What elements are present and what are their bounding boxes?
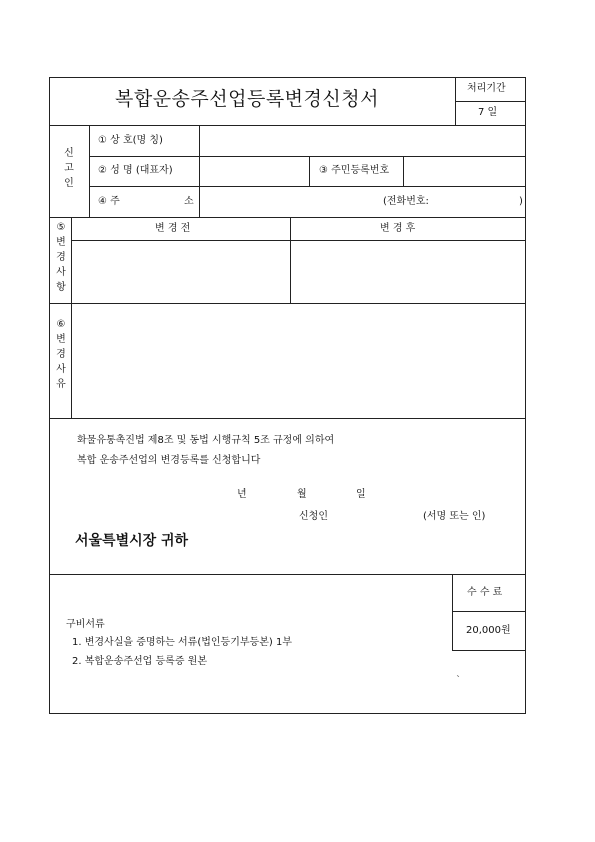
- after-change-label: 변 경 후: [380, 223, 416, 234]
- fee-label: 수 수 료: [467, 587, 503, 598]
- applicant-bottom-line: [49, 217, 526, 218]
- before-change-field[interactable]: [73, 242, 289, 302]
- resident-number-label: ③ 주민등록번호: [319, 165, 390, 176]
- date-year-label: 년: [237, 489, 247, 500]
- addressee: 서울특별시장 귀하: [75, 533, 189, 549]
- required-documents-title: 구비서류: [66, 619, 105, 630]
- statement-line-2: 복합 운송주선업의 변경등록를 신청합니다: [77, 455, 261, 466]
- change-items-bottom-line: [49, 303, 526, 304]
- after-change-field[interactable]: [292, 242, 524, 302]
- before-after-divider: [290, 217, 291, 303]
- address-label-right: 소: [184, 196, 194, 207]
- fee-box-mid: [452, 611, 526, 612]
- stray-mark: `: [456, 675, 461, 686]
- phone-label: (전화번호:: [383, 196, 429, 207]
- trade-name-label: ① 상 호(명 칭): [98, 135, 163, 146]
- change-reason-bottom-line: [49, 418, 526, 419]
- representative-name-field[interactable]: [201, 158, 307, 185]
- representative-name-label: ② 성 명 (대표자): [98, 165, 173, 176]
- applicant-field-divider: [199, 125, 200, 217]
- address-label-left: ④ 주: [98, 196, 120, 207]
- required-document-item: 1. 변경사실을 증명하는 서류(법인등기부등본) 1부: [72, 637, 292, 648]
- resident-no-divider-right: [403, 156, 404, 186]
- applicant-row2-line: [89, 186, 526, 187]
- applicant-label-divider: [89, 125, 90, 217]
- fee-box-bottom: [452, 650, 526, 651]
- applicant-section-label: 신 고 인: [64, 148, 74, 189]
- form-title: 복합운송주선업등록변경신청서: [115, 88, 379, 110]
- fee-amount: 20,000원: [466, 625, 511, 636]
- change-label-divider: [71, 217, 72, 418]
- signature-seal-label: (서명 또는 인): [423, 511, 486, 522]
- change-reason-section-label: ⑥ 변 경 사 유: [56, 319, 66, 390]
- fee-box-left: [452, 574, 453, 650]
- processing-period-label: 처리기간: [467, 83, 506, 94]
- change-items-section-label: ⑤ 변 경 사 항: [56, 222, 66, 293]
- processing-period-value: 7 일: [478, 107, 498, 118]
- header-bottom-line: [49, 125, 526, 126]
- address-field[interactable]: [201, 188, 524, 216]
- statement-line-1: 화물유통촉진법 제8조 및 동법 시행규칙 5조 규정에 의하여: [77, 435, 335, 446]
- resident-no-divider-left: [309, 156, 310, 186]
- resident-number-field[interactable]: [405, 158, 524, 185]
- applicant-sign-label: 신청인: [299, 511, 328, 522]
- trade-name-field[interactable]: [201, 127, 524, 155]
- required-document-item: 2. 복합운송주선업 등록증 원본: [72, 656, 207, 667]
- statement-bottom-line: [49, 574, 526, 575]
- before-change-label: 변 경 전: [155, 223, 191, 234]
- applicant-row1-line: [89, 156, 526, 157]
- processing-mid-line: [455, 101, 526, 102]
- date-month-label: 월: [297, 489, 307, 500]
- change-reason-field[interactable]: [73, 305, 524, 417]
- change-header-line: [71, 240, 526, 241]
- phone-close: ): [519, 196, 523, 207]
- date-day-label: 일: [356, 489, 366, 500]
